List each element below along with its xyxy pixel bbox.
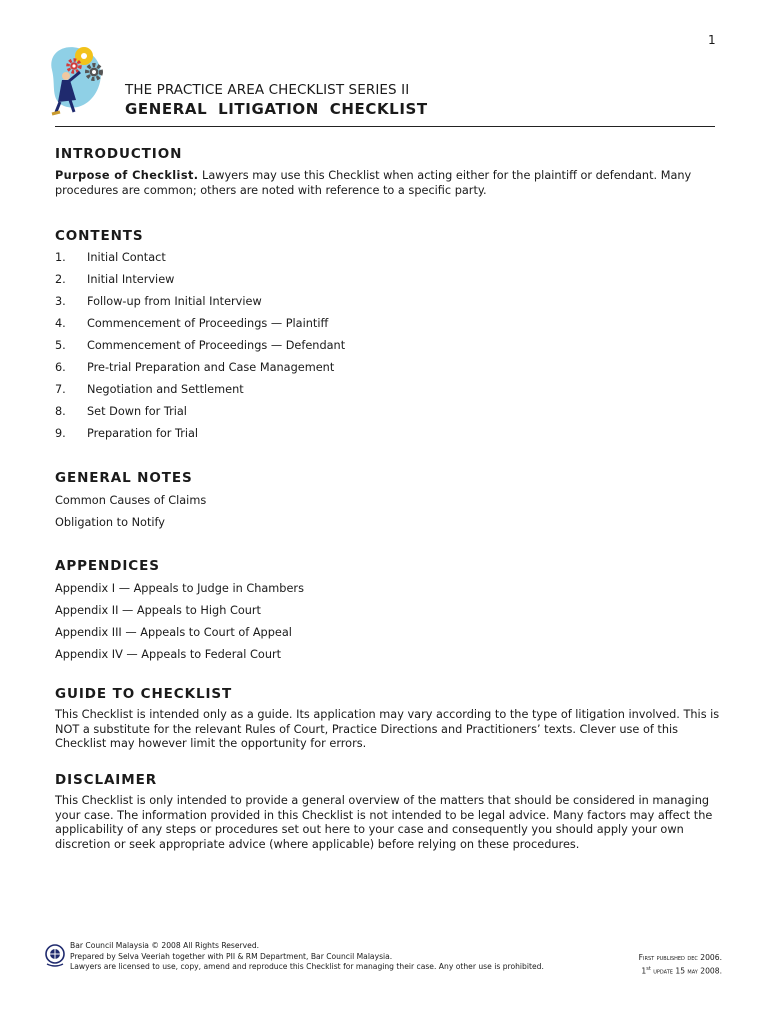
guide-paragraph: This Checklist is intended only as a guide. Its application may vary according to the type of litigation involved. This is NOT a substitute for the relevant Rules of Court, Practice Directions and Practitioners’ texts. Clever use of this Checklist may however limit the opportunity for errors.	[55, 708, 720, 750]
contents-item-label: Preparation for Trial	[87, 427, 199, 440]
list-item: Common Causes of Claims	[55, 494, 207, 507]
appendices-list	[55, 582, 304, 670]
contents-item-label: Negotiation and Settlement	[87, 383, 244, 396]
footer-license: Lawyers are licensed to use, copy, amend and reproduce this Checklist for managing their case. Any other use is prohibited.	[70, 962, 544, 971]
contents-item	[55, 251, 345, 273]
first-published-label: First published	[638, 953, 685, 962]
page-number: 1	[708, 33, 716, 47]
update-info	[639, 964, 722, 977]
contents-list	[55, 251, 345, 449]
first-published	[639, 953, 722, 964]
footer	[0, 936, 768, 986]
bar-council-seal-icon	[44, 942, 66, 968]
contents-item-label: Commencement of Proceedings — Defendant	[87, 339, 346, 352]
contents-item	[55, 361, 345, 383]
contents-item	[55, 427, 345, 449]
update-date: 15 may 2008.	[675, 966, 722, 976]
disclaimer-heading: DISCLAIMER	[55, 772, 157, 788]
contents-item-number: 4.	[55, 317, 66, 330]
contents-item-number: 2.	[55, 273, 66, 286]
contents-item-label: Initial Interview	[87, 273, 175, 286]
contents-item-number: 8.	[55, 405, 66, 418]
list-item: Appendix II — Appeals to High Court	[55, 604, 261, 617]
update-suffix: st	[646, 965, 651, 972]
contents-item-label: Pre-trial Preparation and Case Management	[87, 361, 335, 374]
introduction-text: Lawyers may use this Checklist when acting either for the plaintiff or defendant. Many procedures are common; others are noted with reference to a specific party.	[55, 169, 692, 197]
contents-item	[55, 273, 345, 295]
contents-item-number: 9.	[55, 427, 66, 440]
contents-item-label: Commencement of Proceedings — Plaintiff	[87, 317, 329, 330]
guide-heading: GUIDE TO CHECKLIST	[55, 686, 233, 702]
list-item: Appendix IV — Appeals to Federal Court	[55, 648, 282, 661]
header-divider	[55, 126, 715, 127]
general-notes-list	[55, 494, 206, 538]
contents-item	[55, 339, 345, 361]
contents-item-number: 1.	[55, 251, 66, 264]
contents-item-number: 5.	[55, 339, 66, 352]
list-item: Appendix I — Appeals to Judge in Chambers	[55, 582, 304, 595]
list-item: Appendix III — Appeals to Court of Appeal	[55, 626, 292, 639]
introduction-heading: INTRODUCTION	[55, 146, 183, 162]
footer-prepared-by: Prepared by Selva Veeriah together with PII & RM Department, Bar Council Malaysia.	[70, 951, 393, 961]
contents-item	[55, 405, 345, 427]
footer-text	[70, 941, 544, 973]
appendices-heading: APPENDICES	[55, 558, 160, 574]
contents-item-label: Initial Contact	[87, 251, 166, 264]
list-item: Obligation to Notify	[55, 516, 165, 529]
update-label: update	[653, 966, 673, 976]
contents-item-number: 3.	[55, 295, 66, 308]
contents-heading: CONTENTS	[55, 228, 144, 244]
series-title: THE PRACTICE AREA CHECKLIST SERIES II	[125, 82, 410, 98]
first-published-date: dec 2006.	[687, 953, 722, 962]
footer-copyright: Bar Council Malaysia © 2008 All Rights Reserved.	[70, 941, 260, 950]
contents-item	[55, 383, 345, 405]
contents-item-label: Set Down for Trial	[87, 405, 187, 418]
contents-item-number: 7.	[55, 383, 66, 396]
introduction-lead: Purpose of Checklist.	[55, 169, 199, 182]
update-number: 1	[641, 966, 647, 976]
gears-figure-logo	[44, 42, 108, 120]
general-notes-heading: GENERAL NOTES	[55, 470, 193, 486]
contents-item	[55, 295, 345, 317]
main-title: GENERAL LITIGATION CHECKLIST	[125, 100, 428, 118]
contents-item	[55, 317, 345, 339]
disclaimer-paragraph: This Checklist is only intended to provide a general overview of the matters that should be considered in managing your case. The information provided in this Checklist is not intended to be legal advice. Many factors may affect the applicability of any steps or procedures set out here to your case and consequently you should apply your own discretion or seek appropriate advice (where applicable) before relying on these procedures.	[55, 794, 713, 851]
contents-item-number: 6.	[55, 361, 66, 374]
publication-info	[639, 953, 722, 977]
introduction-paragraph	[55, 169, 720, 198]
contents-item-label: Follow-up from Initial Interview	[87, 295, 262, 308]
